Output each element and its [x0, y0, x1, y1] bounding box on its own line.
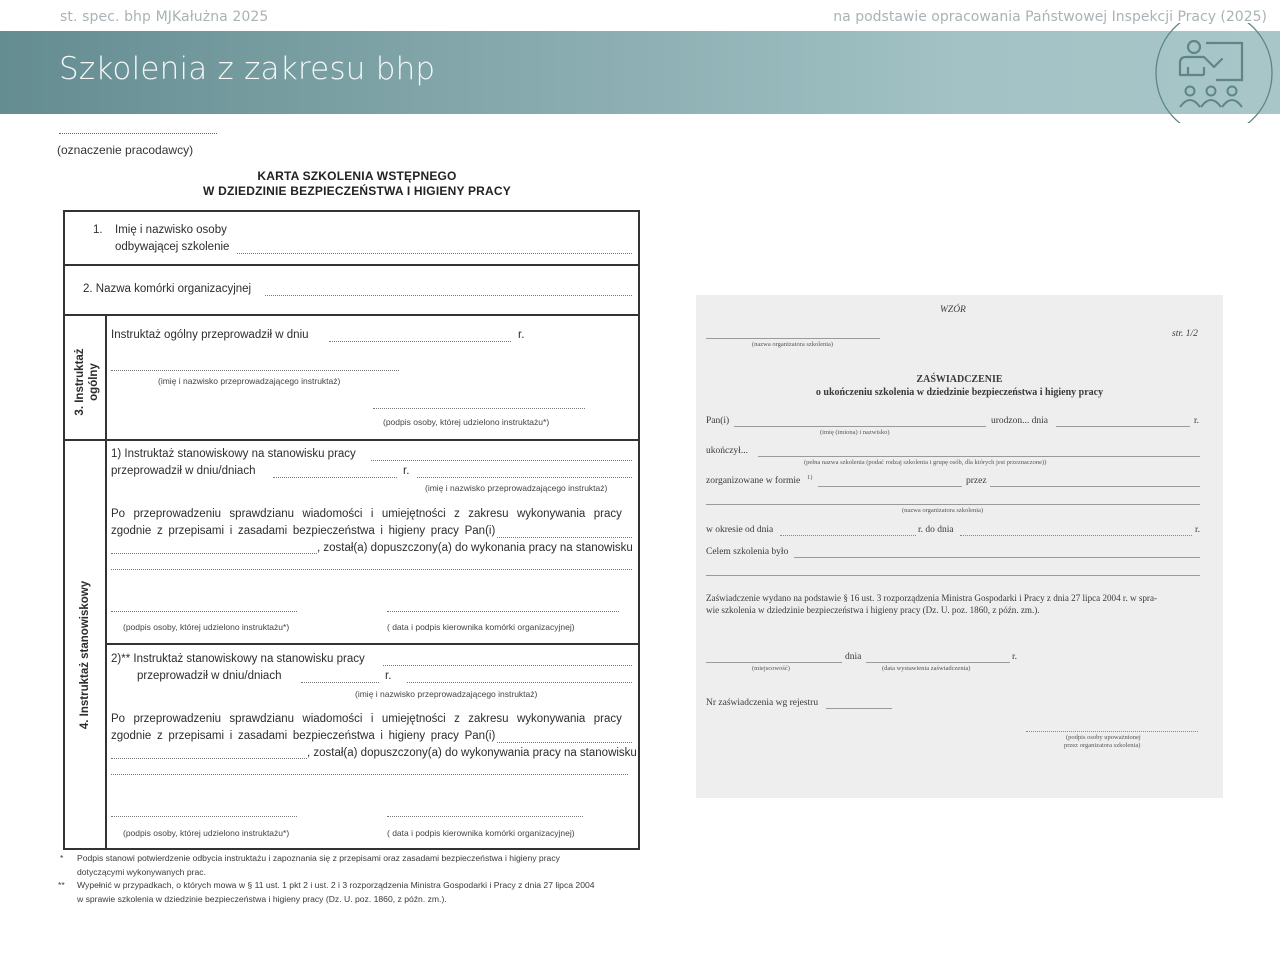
card-title: KARTA SZKOLENIA WSTĘPNEGO: [257, 169, 457, 183]
signature-field: [1026, 731, 1198, 732]
general-signature-caption: (podpis osoby, której udzielono instruktażu*): [383, 417, 550, 427]
section2-label: 2. Nazwa komórki organizacyjnej: [83, 283, 252, 295]
certificate-document: [696, 295, 1223, 798]
period-from-field: [780, 535, 916, 536]
training-card-document: [57, 130, 657, 920]
course-field: [758, 456, 1200, 457]
trainee-name-field: [237, 253, 632, 254]
part1-sig-right-field: [387, 611, 619, 612]
pan-label: Pan(i): [706, 416, 730, 426]
footnote-1-mark: *: [60, 853, 64, 863]
page-number: str. 1/2: [1172, 329, 1198, 339]
organizer-field: [706, 338, 880, 339]
purpose-field-cont: [706, 575, 1200, 576]
part1-line2: przeprowadził w dniu/dniach: [111, 465, 256, 477]
general-training-date-field: [329, 341, 511, 342]
part2-person-field-cont: [111, 758, 307, 759]
footnote-2-line1: Wypełnić w przypadkach, o których mowa w § 11 ust. 1 pkt 2 i ust. 2 i 3 rozporządzenia Ministra Gospodarki i Pracy z dnia 27 lipca 2004: [77, 880, 595, 890]
by-label: przez: [966, 476, 987, 486]
section1-number: 1.: [93, 224, 103, 236]
part2-line1: 2)** Instruktaż stanowiskowy na stanowisku pracy: [111, 653, 365, 665]
form-footnote-mark: 1): [807, 474, 813, 481]
organizer-caption: (nazwa organizatora szkolenia): [752, 341, 834, 348]
place-field: [706, 662, 842, 663]
card-table: [63, 210, 640, 850]
part1-r: r.: [403, 465, 410, 477]
register-number-label: Nr zaświadczenia wg rejestru: [706, 698, 819, 708]
section3-side-label: [73, 322, 101, 442]
place-caption: (miejscowość): [752, 665, 790, 672]
general-instructor-field: [111, 370, 399, 371]
born-r: r.: [1194, 416, 1200, 426]
issue-date-r: r.: [1012, 652, 1018, 662]
part2-para-line2: zgodnie z przepisami i zasadami bezpieczeństwa i higieny pracy Pan(i): [111, 730, 496, 742]
part1-para-line2: zgodnie z przepisami i zasadami bezpieczeństwa i higieny pracy Pan(i): [111, 525, 496, 537]
organizer-name-caption: (nazwa organizatora szkolenia): [902, 507, 984, 514]
part1-position-field: [111, 569, 632, 570]
general-signature-field: [373, 408, 585, 409]
footnote-1-line2: dotyczącymi wykonywanych prac.: [77, 867, 206, 877]
period-from-label: w okresie od dnia: [706, 525, 774, 535]
source-label: na podstawie opracowania Państwowej Inspekcji Pracy (2025): [833, 9, 1267, 25]
section3-side-label-line2: ogólny: [88, 363, 100, 401]
born-label: urodzon... dnia: [991, 416, 1048, 426]
footnote-2-line2: w sprawie szkolenia w dziedzinie bezpieczeństwa i higieny pracy (Dz. U. poz. 1860, z późn. zm.).: [77, 894, 447, 904]
course-caption: (pełna nazwa szkolenia (podać rodzaj szkolenia i grupę osób, dla których jest przeznaczone)): [804, 459, 1047, 466]
issue-date-caption: (data wystawienia zaświadczenia): [882, 665, 971, 672]
part2-para-line3: , został(a) dopuszczony(a) do wykonywania pracy na stanowisku: [307, 747, 637, 759]
legal-basis-line1: Zaświadczenie wydano na podstawie § 16 ust. 3 rozporządzenia Ministra Gospodarki i Pracy z dnia 27 lipca 2004 r. w spra-: [706, 593, 1158, 603]
part2-sig-left-field: [111, 816, 297, 817]
by-field: [990, 486, 1200, 487]
footnote-2-mark: **: [58, 880, 65, 890]
period-to-field: [960, 535, 1192, 536]
card-subtitle: W DZIEDZINIE BEZPIECZEŃSTWA I HIGIENY PRACY: [203, 184, 511, 198]
date-label: dnia: [845, 652, 862, 662]
general-training-text: Instruktaż ogólny przeprowadził w dniu: [111, 329, 309, 341]
completed-label: ukończył...: [706, 446, 748, 456]
part2-r: r.: [385, 670, 392, 682]
section1-label-line2: odbywającej szkolenie: [115, 241, 230, 253]
form-field: [818, 486, 962, 487]
wzor-label: WZÓR: [940, 305, 966, 315]
part1-instructor-field: [417, 477, 632, 478]
section4-side-label: 4. Instruktaż stanowiskowy: [79, 580, 91, 730]
period-to-label: r. do dnia: [918, 525, 954, 535]
part2-instructor-field: [407, 682, 632, 683]
period-to-r: r.: [1195, 525, 1201, 535]
name-caption: (imię (imiona) i nazwisko): [820, 429, 890, 436]
part2-person-field: [497, 742, 632, 743]
form-label: zorganizowane w formie: [706, 476, 801, 486]
birth-date-field: [1056, 426, 1190, 427]
part2-workplace-field: [383, 665, 632, 666]
part2-sig-right-field: [387, 816, 583, 817]
presentation-teacher-icon: [1150, 23, 1278, 123]
part1-line1: 1) Instruktaż stanowiskowy na stanowisku pracy: [111, 448, 356, 460]
part2-para-line1: Po przeprowadzeniu sprawdzianu wiadomości i umiejętności z zakresu wykonywania pracy: [111, 713, 622, 725]
title-banner: [0, 31, 1280, 114]
part1-date-field: [273, 477, 397, 478]
part2-line2: przeprowadził w dniu/dniach: [137, 670, 282, 682]
part1-person-field: [497, 537, 632, 538]
purpose-field: [794, 557, 1200, 558]
part2-instructor-caption: (imię i nazwisko przeprowadzającego instruktaż): [355, 689, 538, 699]
section3-side-label-line1: 3. Instruktaż: [74, 348, 86, 416]
certificate-title: ZAŚWIADCZENIE: [916, 374, 1003, 385]
legal-basis-line2: wie szkolenia w dziedzinie bezpieczeństwa i higieny pracy (Dz. U. poz. 1860, z późn. zm.).: [706, 605, 1040, 615]
part2-date-field: [301, 682, 379, 683]
part1-person-field-cont: [111, 553, 317, 554]
employer-field: [59, 133, 217, 134]
part2-sig-right-caption: ( data i podpis kierownika komórki organizacyjnej): [387, 828, 575, 838]
certificate-subtitle: o ukończeniu szkolenia w dziedzinie bezpieczeństwa i higieny pracy: [815, 387, 1104, 398]
part2-position-field: [111, 774, 628, 775]
part1-sig-left-caption: (podpis osoby, której udzielono instruktażu*): [123, 622, 290, 632]
part2-sig-left-caption: (podpis osoby, której udzielono instruktażu*): [123, 828, 290, 838]
employer-label: (oznaczenie pracodawcy): [57, 143, 194, 157]
issue-date-field: [866, 662, 1010, 663]
part1-para-line1: Po przeprowadzeniu sprawdzianu wiadomości i umiejętności z zakresu wykonywania pracy: [111, 508, 622, 520]
author-label: st. spec. bhp MJKałużna 2025: [60, 9, 269, 25]
part1-instructor-caption: (imię i nazwisko przeprowadzającego instruktaż): [425, 483, 608, 493]
register-number-field: [826, 708, 892, 709]
section1-label-line1: Imię i nazwisko osoby: [115, 224, 227, 236]
signature-caption-line1: (podpis osoby upoważnionej: [1066, 734, 1141, 741]
part1-sig-left-field: [111, 611, 297, 612]
part1-workplace-field: [371, 460, 632, 461]
unit-name-field: [265, 295, 632, 296]
purpose-label: Celem szkolenia było: [706, 547, 789, 557]
part1-para-line3: , został(a) dopuszczony(a) do wykonania pracy na stanowisku: [317, 542, 633, 554]
footnote-1-line1: Podpis stanowi potwierdzenie odbycia instruktażu i zapoznania się z przepisami oraz zasadami bezpieczeństwa i higieny pracy: [77, 853, 560, 863]
general-training-r: r.: [518, 329, 525, 341]
part1-sig-right-caption: ( data i podpis kierownika komórki organizacyjnej): [387, 622, 575, 632]
page-title: Szkolenia z zakresu bhp: [59, 51, 436, 87]
pan-name-field: [734, 426, 986, 427]
signature-caption-line2: przez organizatora szkolenia): [1064, 742, 1141, 749]
organizer-name-field: [706, 504, 1200, 505]
general-instructor-caption: (imię i nazwisko przeprowadzającego instruktaż): [158, 376, 341, 386]
